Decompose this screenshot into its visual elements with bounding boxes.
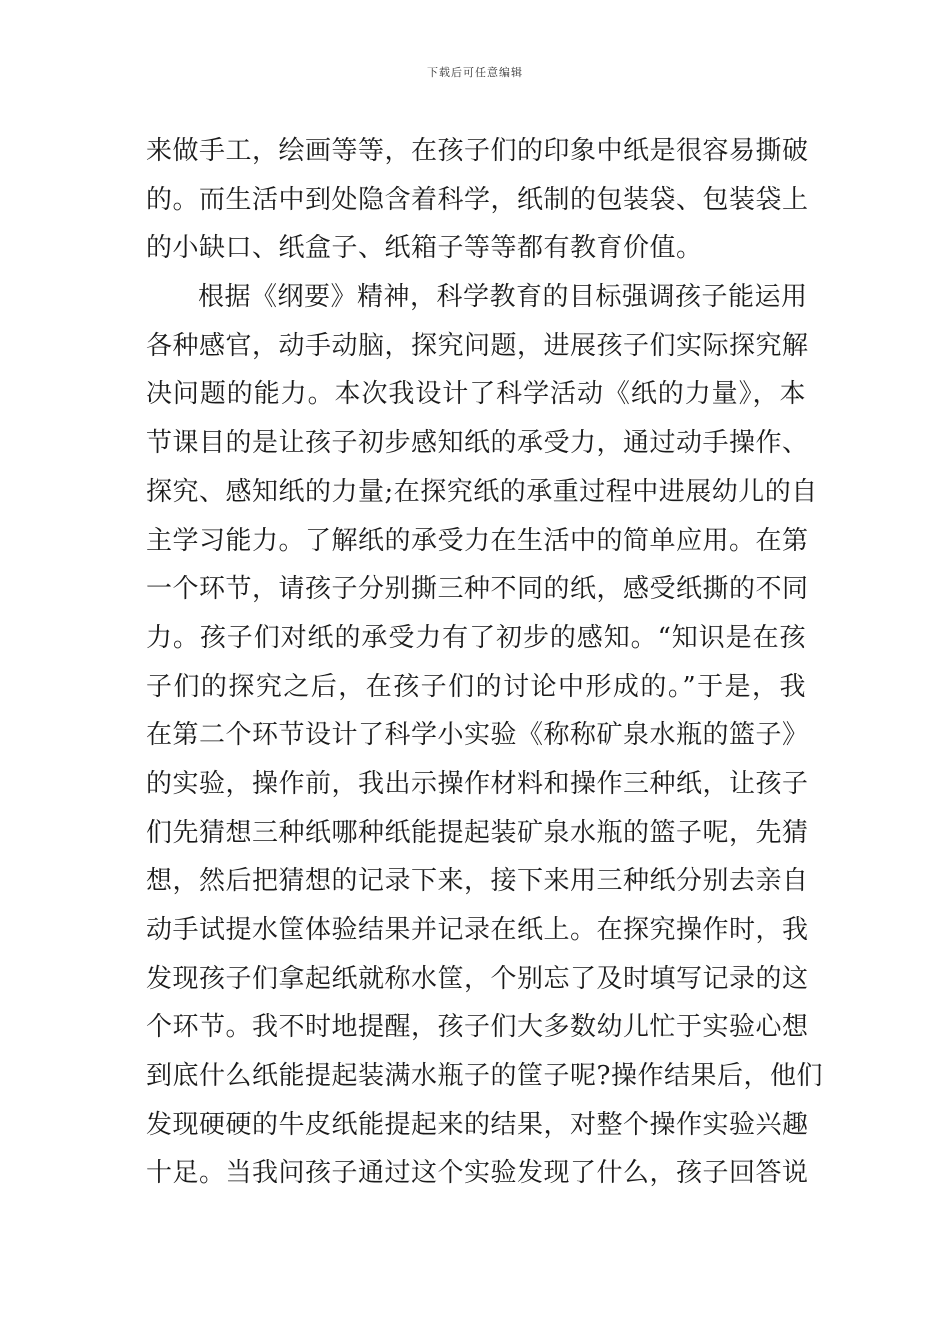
text-line: 一个环节，请孩子分别撕三种不同的纸，感受纸撕的不同 bbox=[146, 574, 809, 605]
text-line: 根据《纲要》精神，科学教育的目标强调孩子能运用 bbox=[198, 282, 808, 313]
text-line: 主学习能力。了解纸的承受力在生活中的简单应用。在第 bbox=[146, 525, 809, 556]
page-header: 下载后可任意编辑 bbox=[427, 66, 523, 79]
text-line: 各种感官，动手动脑，探究问题，进展孩子们实际探究解 bbox=[146, 330, 809, 361]
text-line: 个环节。我不时地提醒，孩子们大多数幼儿忙于实验心想 bbox=[146, 1012, 809, 1043]
text-line: 的实验，操作前，我出示操作材料和操作三种纸，让孩子 bbox=[146, 768, 809, 799]
text-line: 子们的探究之后，在孩子们的讨论中形成的。”于是，我 bbox=[146, 671, 806, 702]
text-line: 的小缺口、纸盒子、纸箱子等等都有教育价值。 bbox=[146, 233, 703, 264]
text-line: 们先猜想三种纸哪种纸能提起装矿泉水瓶的篮子呢，先猜 bbox=[146, 817, 809, 848]
text-line: 力。孩子们对纸的承受力有了初步的感知。“知识是在孩 bbox=[146, 622, 806, 653]
text-line: 想，然后把猜想的记录下来，接下来用三种纸分别去亲自 bbox=[146, 866, 809, 897]
text-line: 到底什么纸能提起装满水瓶子的筐子呢?操作结果后，他们 bbox=[146, 1061, 823, 1092]
text-line: 十足。当我问孩子通过这个实验发现了什么，孩子回答说 bbox=[146, 1158, 809, 1189]
text-line: 发现硬硬的牛皮纸能提起来的结果，对整个操作实验兴趣 bbox=[146, 1109, 809, 1140]
text-line: 决问题的能力。本次我设计了科学活动《纸的力量》，本 bbox=[146, 379, 806, 410]
text-line: 节课目的是让孩子初步感知纸的承受力，通过动手操作、 bbox=[146, 428, 809, 459]
text-line: 的。而生活中到处隐含着科学，纸制的包装袋、包装袋上 bbox=[146, 184, 809, 215]
body-text bbox=[146, 127, 823, 1198]
text-line: 在第二个环节设计了科学小实验《称称矿泉水瓶的篮子》 bbox=[146, 720, 809, 751]
text-line: 探究、感知纸的力量;在探究纸的承重过程中进展幼儿的自 bbox=[146, 476, 818, 507]
text-line: 动手试提水筐体验结果并记录在纸上。在探究操作时，我 bbox=[146, 915, 809, 945]
text-line: 来做手工，绘画等等，在孩子们的印象中纸是很容易撕破 bbox=[146, 136, 809, 166]
text-line: 发现孩子们拿起纸就称水筐，个别忘了及时填写记录的这 bbox=[146, 963, 809, 994]
